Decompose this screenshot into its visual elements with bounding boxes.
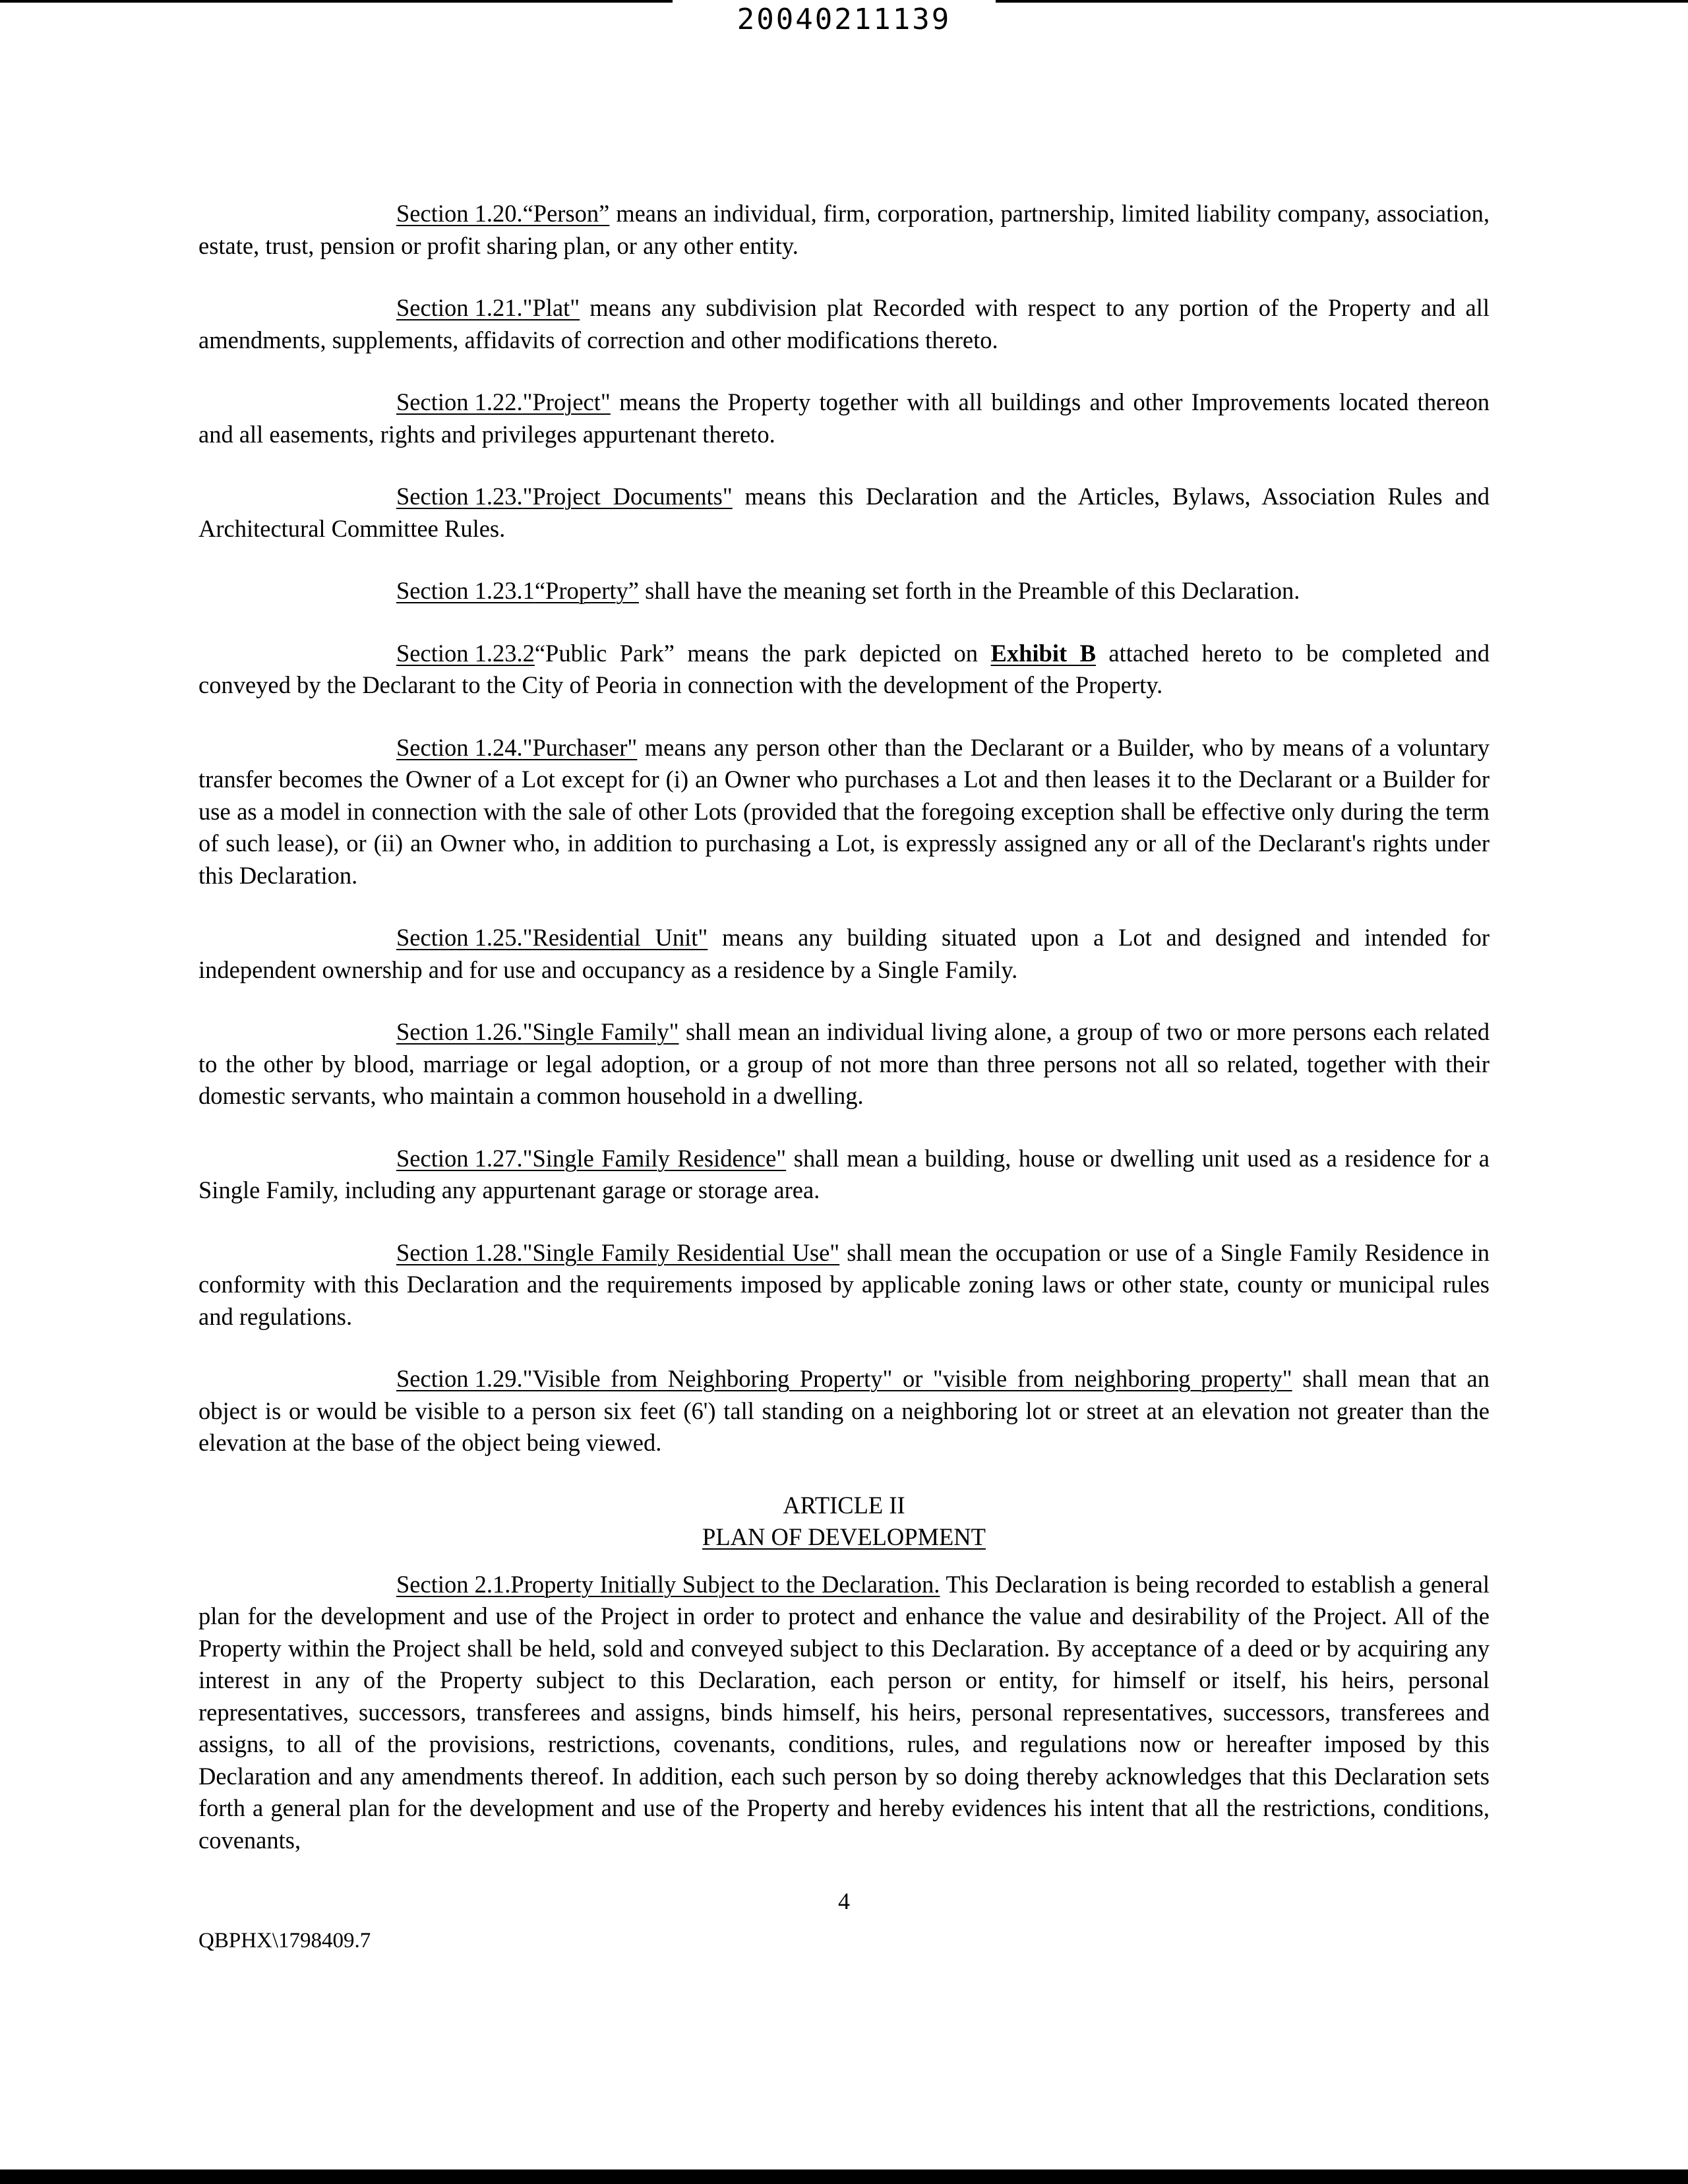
section-1-23-1: Section 1.23.1“Property” shall have the meaning set forth in the Preamble of this Declaration. [396, 577, 1300, 604]
document-id: QBPHX\1798409.7 [198, 1929, 371, 1953]
section-1-29: Section 1.29."Visible from Neighboring Property" or "visible from neighboring property" shall mean that an object is or would be visible to a person six feet (6') tall standing on a neighboring lot or street at an elevation not greater than the elevation at the base of the object being viewed. [198, 1365, 1490, 1456]
recording-number: 20040211139 [737, 3, 951, 36]
section-1-21: Section 1.21."Plat" means any subdivision plat Recorded with respect to any portion of the Property and all amendments, supplements, affidavits of correction and other modifications thereto. [198, 294, 1490, 353]
section-1-22: Section 1.22."Project" means the Property together with all buildings and other Improvements located thereon and all easements, rights and privileges appurtenant thereto. [198, 388, 1490, 448]
section-1-24: Section 1.24."Purchaser" means any person other than the Declarant or a Builder, who by means of a voluntary transfer becomes the Owner of a Lot except for (i) an Owner who purchases a Lot and then leases it to the Declarant or a Builder for use as a model in connection with the sale of other Lots (provided that the foregoing exception shall be effective only during the term of such lease), or (ii) an Owner who, in addition to purchasing a Lot, is expressly assigned any or all of the Declarant's rights under this Declaration. [198, 733, 1490, 889]
section-1-20: Section 1.20.“Person” means an individual, firm, corporation, partnership, limited liability company, association, estate, trust, pension or profit sharing plan, or any other entity. [198, 200, 1490, 259]
document-body [198, 198, 1490, 1887]
section-2-1: Section 2.1.Property Initially Subject to the Declaration. This Declaration is being recorded to establish a general plan for the development and use of the Project in order to protect and enhance the value and desirability of the Project. All of the Property within the Project shall be held, sold and conveyed subject to this Declaration. By acceptance of a deed or by acquiring any interest in any of the Property subject to this Declaration, each person or entity, for himself or itself, his heirs, personal representatives, successors, transferees and assigns, binds himself, his heirs, personal representatives, successors, transferees and assigns, to all of the provisions, restrictions, covenants, conditions, rules, and regulations now or hereafter imposed by this Declaration and any amendments thereof. In addition, each such person by so doing thereby acknowledges that this Declaration sets forth a general plan for the development and use of the Property and hereby evidences his intent that all the restrictions, conditions, covenants, [198, 1570, 1490, 1854]
article-heading [198, 1490, 1490, 1553]
page-number: 4 [838, 1888, 850, 1914]
section-1-27: Section 1.27."Single Family Residence" shall mean a building, house or dwelling unit used as a residence for a Single Family, including any appurtenant garage or storage area. [198, 1144, 1490, 1203]
section-1-28: Section 1.28."Single Family Residential Use" shall mean the occupation or use of a Single Family Residence in conformity with this Declaration and the requirements imposed by applicable zoning laws or other state, county or municipal rules and regulations. [198, 1238, 1490, 1330]
article-title: PLAN OF DEVELOPMENT [702, 1523, 986, 1550]
article-number: ARTICLE II [783, 1491, 905, 1519]
section-1-23: Section 1.23."Project Documents" means this Declaration and the Articles, Bylaws, Association Rules and Architectural Committee Rules. [198, 483, 1490, 542]
section-1-25: Section 1.25."Residential Unit" means any building situated upon a Lot and designed and intended for independent ownership and for use and occupancy as a residence by a Single Family. [198, 924, 1490, 983]
bottom-rule [0, 2169, 1688, 2184]
section-1-26: Section 1.26."Single Family" shall mean an individual living alone, a group of two or more persons each related to the other by blood, marriage or legal adoption, or a group of not more than three persons not all so related, together with their domestic servants, who maintain a common household in a dwelling. [198, 1018, 1490, 1109]
section-1-23-2: Section 1.23.2“Public Park” means the park depicted on Exhibit B attached hereto to be completed and conveyed by the Declarant to the City of Peoria in connection with the development of the Property. [198, 639, 1490, 698]
